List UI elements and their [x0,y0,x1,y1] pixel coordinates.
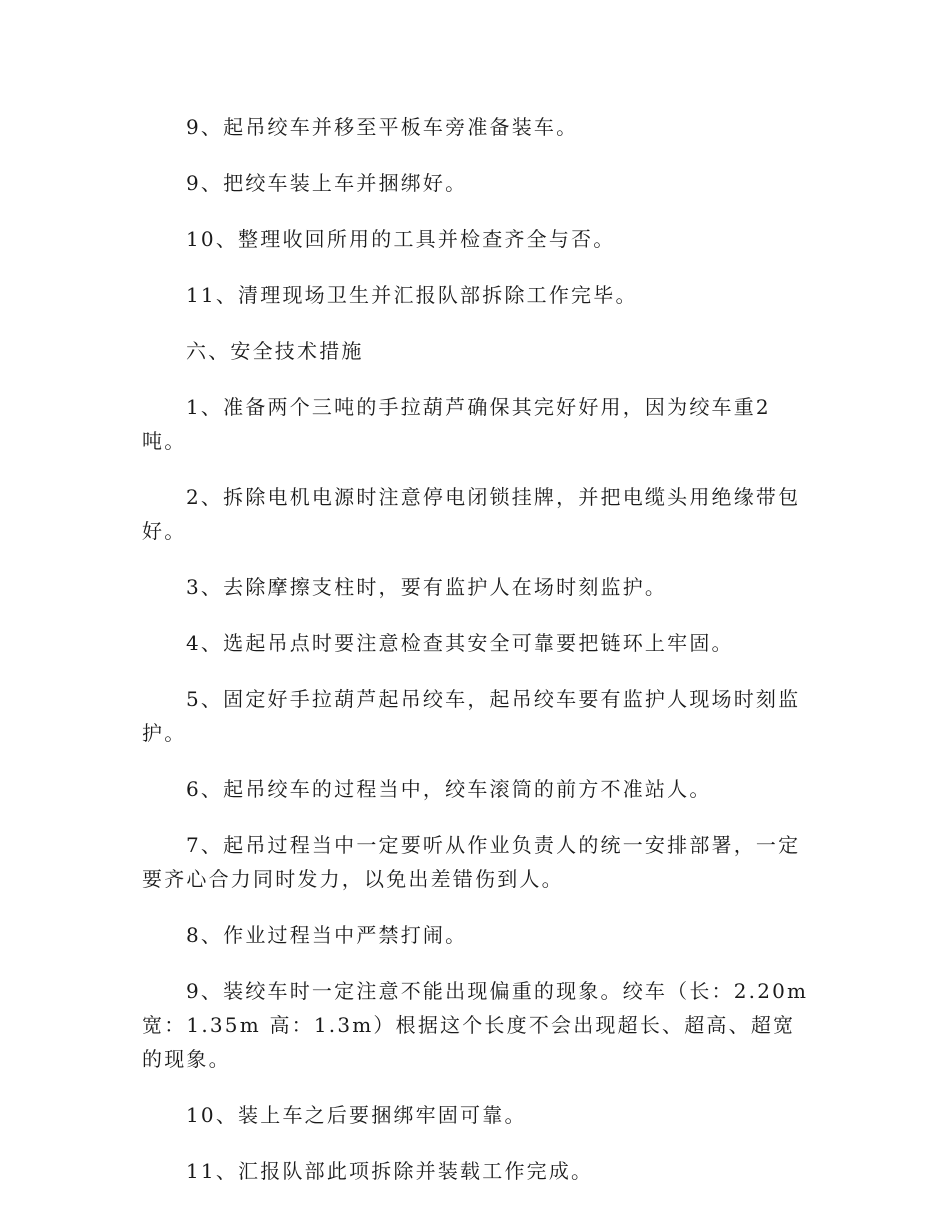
paragraph-safety-11: 11、汇报队部此项拆除并装载工作完成。 [186,1159,594,1183]
paragraph-safety-5: 5、固定好手拉葫芦起吊绞车，起吊绞车要有监护人现场时刻监护。 [142,687,801,745]
paragraph-step-11-cleanup: 11、清理现场卫生并汇报队部拆除工作完毕。 [186,283,638,307]
paragraph-safety-6: 6、起吊绞车的过程当中，绞车滚筒的前方不准站人。 [186,777,712,801]
paragraph-safety-9: 9、装绞车时一定注意不能出现偏重的现象。绞车（长：2.20m 宽：1.35m 高：1.3m）根据这个长度不会出现超长、超高、超宽的现象。 [142,979,809,1071]
paragraph-safety-10: 10、装上车之后要捆绑牢固可靠。 [186,1103,527,1127]
paragraph-safety-8: 8、作业过程当中严禁打闹。 [186,923,468,947]
section-heading-safety: 六、安全技术措施 [186,339,364,363]
paragraph-safety-4: 4、选起吊点时要注意检查其安全可靠要把链环上牢固。 [186,631,734,655]
document-body [142,110,812,1210]
paragraph-safety-7: 7、起吊过程当中一定要听从作业负责人的统一安排部署，一定要齐心合力同时发力，以免出差错伤到人。 [142,833,801,891]
paragraph-safety-1: 1、准备两个三吨的手拉葫芦确保其完好好用，因为绞车重2吨。 [142,395,771,453]
paragraph-step-9-load: 9、把绞车装上车并捆绑好。 [186,171,468,195]
paragraph-safety-3: 3、去除摩擦支柱时，要有监护人在场时刻监护。 [186,575,668,599]
paragraph-safety-2: 2、拆除电机电源时注意停电闭锁挂牌，并把电缆头用绝缘带包好。 [142,485,801,543]
paragraph-step-9-lift: 9、起吊绞车并移至平板车旁准备装车。 [186,115,579,139]
paragraph-step-10-tools: 10、整理收回所用的工具并检查齐全与否。 [186,227,616,251]
